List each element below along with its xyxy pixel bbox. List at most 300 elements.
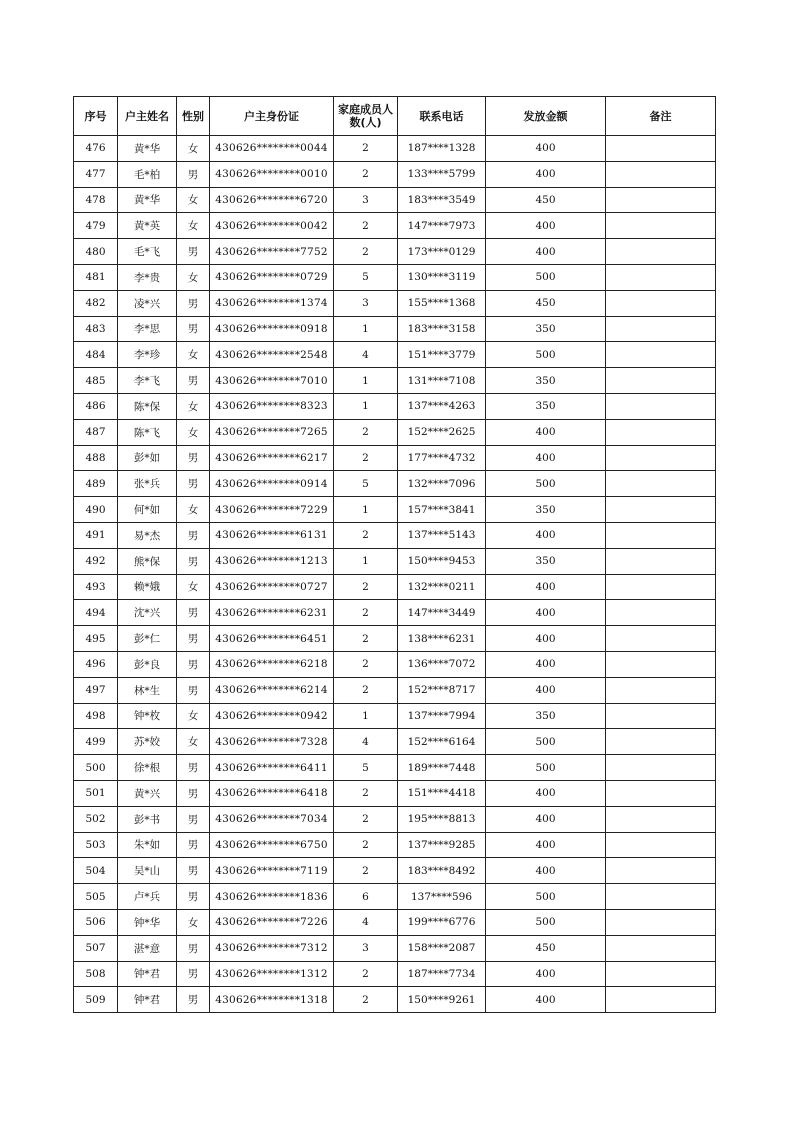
cell-seq: 482 xyxy=(74,290,118,316)
cell-note xyxy=(606,755,716,781)
cell-amount: 400 xyxy=(486,651,606,677)
table-row xyxy=(74,548,716,574)
cell-id: 430626********1374 xyxy=(210,290,334,316)
cell-id: 430626********6231 xyxy=(210,600,334,626)
cell-id: 430626********0042 xyxy=(210,213,334,239)
cell-phone: 136****7072 xyxy=(398,651,486,677)
cell-gender: 男 xyxy=(177,161,210,187)
cell-gender: 男 xyxy=(177,961,210,987)
cell-gender: 男 xyxy=(177,780,210,806)
cell-name: 毛*飞 xyxy=(118,239,177,265)
cell-seq: 488 xyxy=(74,445,118,471)
cell-members: 1 xyxy=(334,368,398,394)
cell-seq: 495 xyxy=(74,626,118,652)
cell-seq: 499 xyxy=(74,729,118,755)
cell-note xyxy=(606,858,716,884)
cell-name: 徐*根 xyxy=(118,755,177,781)
cell-gender: 男 xyxy=(177,239,210,265)
cell-id: 430626********7226 xyxy=(210,909,334,935)
cell-members: 2 xyxy=(334,987,398,1013)
cell-seq: 481 xyxy=(74,264,118,290)
table-row xyxy=(74,677,716,703)
cell-note xyxy=(606,445,716,471)
header-note: 备注 xyxy=(606,97,716,136)
cell-phone: 150****9261 xyxy=(398,987,486,1013)
cell-note xyxy=(606,806,716,832)
cell-phone: 130****3119 xyxy=(398,264,486,290)
cell-amount: 400 xyxy=(486,419,606,445)
cell-phone: 183****3158 xyxy=(398,316,486,342)
cell-phone: 137****9285 xyxy=(398,832,486,858)
cell-name: 黄*英 xyxy=(118,213,177,239)
table-row xyxy=(74,987,716,1013)
table-row xyxy=(74,419,716,445)
cell-members: 2 xyxy=(334,961,398,987)
cell-amount: 400 xyxy=(486,961,606,987)
cell-amount: 500 xyxy=(486,264,606,290)
cell-note xyxy=(606,780,716,806)
cell-id: 430626********6451 xyxy=(210,626,334,652)
cell-phone: 177****4732 xyxy=(398,445,486,471)
cell-seq: 489 xyxy=(74,471,118,497)
table-row xyxy=(74,755,716,781)
cell-name: 钟*君 xyxy=(118,987,177,1013)
cell-phone: 155****1368 xyxy=(398,290,486,316)
cell-note xyxy=(606,909,716,935)
cell-name: 钟*君 xyxy=(118,961,177,987)
cell-id: 430626********2548 xyxy=(210,342,334,368)
table-row xyxy=(74,316,716,342)
table-row xyxy=(74,393,716,419)
cell-id: 430626********0918 xyxy=(210,316,334,342)
cell-id: 430626********7119 xyxy=(210,858,334,884)
table-row xyxy=(74,651,716,677)
cell-phone: 132****0211 xyxy=(398,574,486,600)
table-row xyxy=(74,522,716,548)
table-row xyxy=(74,264,716,290)
cell-name: 沈*兴 xyxy=(118,600,177,626)
cell-gender: 女 xyxy=(177,703,210,729)
table-row xyxy=(74,136,716,162)
cell-members: 2 xyxy=(334,677,398,703)
cell-gender: 男 xyxy=(177,445,210,471)
cell-members: 6 xyxy=(334,884,398,910)
cell-note xyxy=(606,290,716,316)
cell-phone: 152****8717 xyxy=(398,677,486,703)
cell-gender: 男 xyxy=(177,755,210,781)
cell-id: 430626********7752 xyxy=(210,239,334,265)
cell-name: 熊*保 xyxy=(118,548,177,574)
cell-id: 430626********7312 xyxy=(210,935,334,961)
cell-gender: 男 xyxy=(177,316,210,342)
cell-note xyxy=(606,497,716,523)
cell-phone: 138****6231 xyxy=(398,626,486,652)
cell-gender: 女 xyxy=(177,419,210,445)
cell-seq: 478 xyxy=(74,187,118,213)
cell-gender: 男 xyxy=(177,884,210,910)
cell-amount: 450 xyxy=(486,187,606,213)
cell-phone: 131****7108 xyxy=(398,368,486,394)
cell-gender: 男 xyxy=(177,806,210,832)
cell-phone: 133****5799 xyxy=(398,161,486,187)
cell-amount: 400 xyxy=(486,832,606,858)
cell-note xyxy=(606,884,716,910)
cell-amount: 400 xyxy=(486,806,606,832)
cell-amount: 350 xyxy=(486,316,606,342)
cell-note xyxy=(606,574,716,600)
cell-note xyxy=(606,264,716,290)
cell-amount: 400 xyxy=(486,213,606,239)
cell-phone: 137****596 xyxy=(398,884,486,910)
cell-id: 430626********0942 xyxy=(210,703,334,729)
cell-name: 吴*山 xyxy=(118,858,177,884)
cell-id: 430626********7265 xyxy=(210,419,334,445)
cell-note xyxy=(606,935,716,961)
cell-phone: 187****7734 xyxy=(398,961,486,987)
cell-note xyxy=(606,677,716,703)
cell-id: 430626********6214 xyxy=(210,677,334,703)
cell-name: 彭*良 xyxy=(118,651,177,677)
table-row xyxy=(74,600,716,626)
cell-note xyxy=(606,703,716,729)
cell-gender: 女 xyxy=(177,729,210,755)
header-seq: 序号 xyxy=(74,97,118,136)
header-id: 户主身份证 xyxy=(210,97,334,136)
cell-seq: 477 xyxy=(74,161,118,187)
cell-amount: 400 xyxy=(486,161,606,187)
cell-name: 彭*如 xyxy=(118,445,177,471)
cell-id: 430626********0727 xyxy=(210,574,334,600)
cell-seq: 493 xyxy=(74,574,118,600)
cell-name: 彭*书 xyxy=(118,806,177,832)
header-name: 户主姓名 xyxy=(118,97,177,136)
cell-note xyxy=(606,471,716,497)
cell-members: 1 xyxy=(334,548,398,574)
cell-name: 李*思 xyxy=(118,316,177,342)
cell-seq: 480 xyxy=(74,239,118,265)
cell-amount: 350 xyxy=(486,393,606,419)
cell-members: 2 xyxy=(334,161,398,187)
cell-amount: 400 xyxy=(486,136,606,162)
cell-amount: 350 xyxy=(486,368,606,394)
cell-note xyxy=(606,342,716,368)
cell-members: 2 xyxy=(334,832,398,858)
cell-phone: 151****4418 xyxy=(398,780,486,806)
cell-seq: 486 xyxy=(74,393,118,419)
cell-members: 5 xyxy=(334,755,398,781)
cell-phone: 189****7448 xyxy=(398,755,486,781)
cell-members: 4 xyxy=(334,729,398,755)
cell-note xyxy=(606,239,716,265)
cell-note xyxy=(606,548,716,574)
cell-id: 430626********1318 xyxy=(210,987,334,1013)
table-row xyxy=(74,497,716,523)
table-row xyxy=(74,161,716,187)
cell-amount: 500 xyxy=(486,909,606,935)
cell-members: 2 xyxy=(334,522,398,548)
cell-id: 430626********7034 xyxy=(210,806,334,832)
table-row xyxy=(74,471,716,497)
cell-phone: 183****3549 xyxy=(398,187,486,213)
cell-seq: 491 xyxy=(74,522,118,548)
cell-gender: 女 xyxy=(177,393,210,419)
cell-phone: 152****2625 xyxy=(398,419,486,445)
cell-name: 陈*飞 xyxy=(118,419,177,445)
cell-amount: 400 xyxy=(486,987,606,1013)
cell-id: 430626********6218 xyxy=(210,651,334,677)
cell-id: 430626********6750 xyxy=(210,832,334,858)
cell-id: 430626********6131 xyxy=(210,522,334,548)
cell-note xyxy=(606,832,716,858)
cell-id: 430626********7328 xyxy=(210,729,334,755)
cell-id: 430626********0010 xyxy=(210,161,334,187)
cell-name: 钟*华 xyxy=(118,909,177,935)
cell-note xyxy=(606,316,716,342)
cell-id: 430626********0729 xyxy=(210,264,334,290)
cell-id: 430626********1213 xyxy=(210,548,334,574)
cell-note xyxy=(606,161,716,187)
cell-members: 2 xyxy=(334,858,398,884)
cell-note xyxy=(606,961,716,987)
cell-seq: 502 xyxy=(74,806,118,832)
cell-id: 430626********6411 xyxy=(210,755,334,781)
cell-members: 2 xyxy=(334,600,398,626)
cell-phone: 157****3841 xyxy=(398,497,486,523)
cell-id: 430626********6418 xyxy=(210,780,334,806)
cell-gender: 男 xyxy=(177,677,210,703)
table-row xyxy=(74,342,716,368)
table-row xyxy=(74,626,716,652)
cell-members: 1 xyxy=(334,703,398,729)
cell-phone: 137****4263 xyxy=(398,393,486,419)
cell-seq: 498 xyxy=(74,703,118,729)
cell-name: 黄*兴 xyxy=(118,780,177,806)
cell-amount: 500 xyxy=(486,729,606,755)
cell-seq: 490 xyxy=(74,497,118,523)
cell-name: 张*兵 xyxy=(118,471,177,497)
cell-note xyxy=(606,626,716,652)
table-row xyxy=(74,187,716,213)
cell-name: 毛*柏 xyxy=(118,161,177,187)
cell-name: 苏*姣 xyxy=(118,729,177,755)
cell-amount: 400 xyxy=(486,239,606,265)
header-members: 家庭成员人数(人) xyxy=(334,97,398,136)
table-row xyxy=(74,961,716,987)
cell-members: 5 xyxy=(334,264,398,290)
cell-gender: 女 xyxy=(177,264,210,290)
table-row xyxy=(74,729,716,755)
cell-members: 1 xyxy=(334,393,398,419)
cell-name: 黄*华 xyxy=(118,136,177,162)
cell-seq: 479 xyxy=(74,213,118,239)
cell-phone: 147****7973 xyxy=(398,213,486,239)
cell-id: 430626********7229 xyxy=(210,497,334,523)
cell-members: 2 xyxy=(334,651,398,677)
cell-note xyxy=(606,522,716,548)
cell-seq: 483 xyxy=(74,316,118,342)
cell-phone: 158****2087 xyxy=(398,935,486,961)
cell-gender: 男 xyxy=(177,832,210,858)
cell-members: 2 xyxy=(334,419,398,445)
cell-gender: 男 xyxy=(177,626,210,652)
cell-members: 4 xyxy=(334,342,398,368)
cell-members: 3 xyxy=(334,935,398,961)
cell-seq: 485 xyxy=(74,368,118,394)
cell-name: 彭*仁 xyxy=(118,626,177,652)
cell-members: 2 xyxy=(334,574,398,600)
cell-gender: 女 xyxy=(177,909,210,935)
cell-gender: 男 xyxy=(177,290,210,316)
cell-seq: 507 xyxy=(74,935,118,961)
table-row xyxy=(74,213,716,239)
cell-gender: 男 xyxy=(177,987,210,1013)
cell-members: 2 xyxy=(334,239,398,265)
cell-amount: 500 xyxy=(486,471,606,497)
cell-seq: 506 xyxy=(74,909,118,935)
cell-name: 凌*兴 xyxy=(118,290,177,316)
cell-seq: 497 xyxy=(74,677,118,703)
cell-members: 2 xyxy=(334,213,398,239)
cell-amount: 350 xyxy=(486,703,606,729)
header-amount: 发放金额 xyxy=(486,97,606,136)
cell-members: 2 xyxy=(334,806,398,832)
table-row xyxy=(74,935,716,961)
cell-amount: 500 xyxy=(486,755,606,781)
cell-id: 430626********0914 xyxy=(210,471,334,497)
cell-name: 黄*华 xyxy=(118,187,177,213)
cell-members: 2 xyxy=(334,626,398,652)
cell-members: 3 xyxy=(334,290,398,316)
cell-amount: 400 xyxy=(486,574,606,600)
cell-amount: 500 xyxy=(486,342,606,368)
cell-amount: 400 xyxy=(486,677,606,703)
cell-name: 易*杰 xyxy=(118,522,177,548)
cell-id: 430626********1836 xyxy=(210,884,334,910)
cell-name: 陈*保 xyxy=(118,393,177,419)
cell-gender: 男 xyxy=(177,548,210,574)
cell-name: 李*贵 xyxy=(118,264,177,290)
cell-phone: 173****0129 xyxy=(398,239,486,265)
cell-members: 4 xyxy=(334,909,398,935)
cell-seq: 509 xyxy=(74,987,118,1013)
cell-members: 2 xyxy=(334,780,398,806)
cell-members: 3 xyxy=(334,187,398,213)
table-row xyxy=(74,445,716,471)
cell-gender: 男 xyxy=(177,935,210,961)
cell-gender: 女 xyxy=(177,342,210,368)
cell-id: 430626********0044 xyxy=(210,136,334,162)
cell-amount: 400 xyxy=(486,600,606,626)
header-gender: 性别 xyxy=(177,97,210,136)
cell-members: 1 xyxy=(334,316,398,342)
cell-name: 李*飞 xyxy=(118,368,177,394)
cell-amount: 400 xyxy=(486,626,606,652)
cell-seq: 484 xyxy=(74,342,118,368)
cell-amount: 450 xyxy=(486,290,606,316)
cell-seq: 503 xyxy=(74,832,118,858)
cell-id: 430626********7010 xyxy=(210,368,334,394)
cell-name: 林*生 xyxy=(118,677,177,703)
cell-gender: 女 xyxy=(177,497,210,523)
cell-members: 2 xyxy=(334,445,398,471)
cell-gender: 男 xyxy=(177,522,210,548)
cell-note xyxy=(606,213,716,239)
cell-members: 2 xyxy=(334,136,398,162)
cell-note xyxy=(606,729,716,755)
cell-note xyxy=(606,419,716,445)
cell-phone: 132****7096 xyxy=(398,471,486,497)
cell-amount: 400 xyxy=(486,522,606,548)
cell-members: 5 xyxy=(334,471,398,497)
cell-seq: 494 xyxy=(74,600,118,626)
cell-gender: 男 xyxy=(177,600,210,626)
household-table xyxy=(73,96,716,1013)
cell-seq: 476 xyxy=(74,136,118,162)
cell-phone: 195****8813 xyxy=(398,806,486,832)
cell-phone: 199****6776 xyxy=(398,909,486,935)
cell-gender: 男 xyxy=(177,471,210,497)
cell-phone: 147****3449 xyxy=(398,600,486,626)
cell-gender: 女 xyxy=(177,136,210,162)
cell-seq: 496 xyxy=(74,651,118,677)
table-row xyxy=(74,368,716,394)
cell-name: 赖*娥 xyxy=(118,574,177,600)
household-payment-sheet xyxy=(73,96,716,1013)
cell-phone: 151****3779 xyxy=(398,342,486,368)
cell-phone: 152****6164 xyxy=(398,729,486,755)
cell-note xyxy=(606,187,716,213)
cell-note xyxy=(606,600,716,626)
table-header-row xyxy=(74,97,716,136)
cell-members: 1 xyxy=(334,497,398,523)
cell-name: 何*如 xyxy=(118,497,177,523)
cell-seq: 487 xyxy=(74,419,118,445)
cell-gender: 男 xyxy=(177,858,210,884)
cell-id: 430626********1312 xyxy=(210,961,334,987)
cell-note xyxy=(606,651,716,677)
cell-phone: 137****7994 xyxy=(398,703,486,729)
cell-amount: 350 xyxy=(486,497,606,523)
cell-amount: 450 xyxy=(486,935,606,961)
cell-name: 湛*意 xyxy=(118,935,177,961)
cell-seq: 500 xyxy=(74,755,118,781)
cell-seq: 505 xyxy=(74,884,118,910)
cell-amount: 400 xyxy=(486,780,606,806)
table-row xyxy=(74,858,716,884)
table-row xyxy=(74,574,716,600)
cell-note xyxy=(606,987,716,1013)
cell-seq: 504 xyxy=(74,858,118,884)
cell-gender: 男 xyxy=(177,368,210,394)
table-row xyxy=(74,703,716,729)
table-row xyxy=(74,884,716,910)
cell-seq: 508 xyxy=(74,961,118,987)
table-row xyxy=(74,909,716,935)
cell-gender: 女 xyxy=(177,213,210,239)
cell-phone: 137****5143 xyxy=(398,522,486,548)
cell-name: 卢*兵 xyxy=(118,884,177,910)
cell-note xyxy=(606,136,716,162)
table-row xyxy=(74,780,716,806)
cell-name: 朱*如 xyxy=(118,832,177,858)
cell-phone: 183****8492 xyxy=(398,858,486,884)
cell-gender: 男 xyxy=(177,651,210,677)
cell-amount: 400 xyxy=(486,445,606,471)
cell-seq: 492 xyxy=(74,548,118,574)
cell-id: 430626********6720 xyxy=(210,187,334,213)
cell-amount: 500 xyxy=(486,884,606,910)
table-row xyxy=(74,239,716,265)
